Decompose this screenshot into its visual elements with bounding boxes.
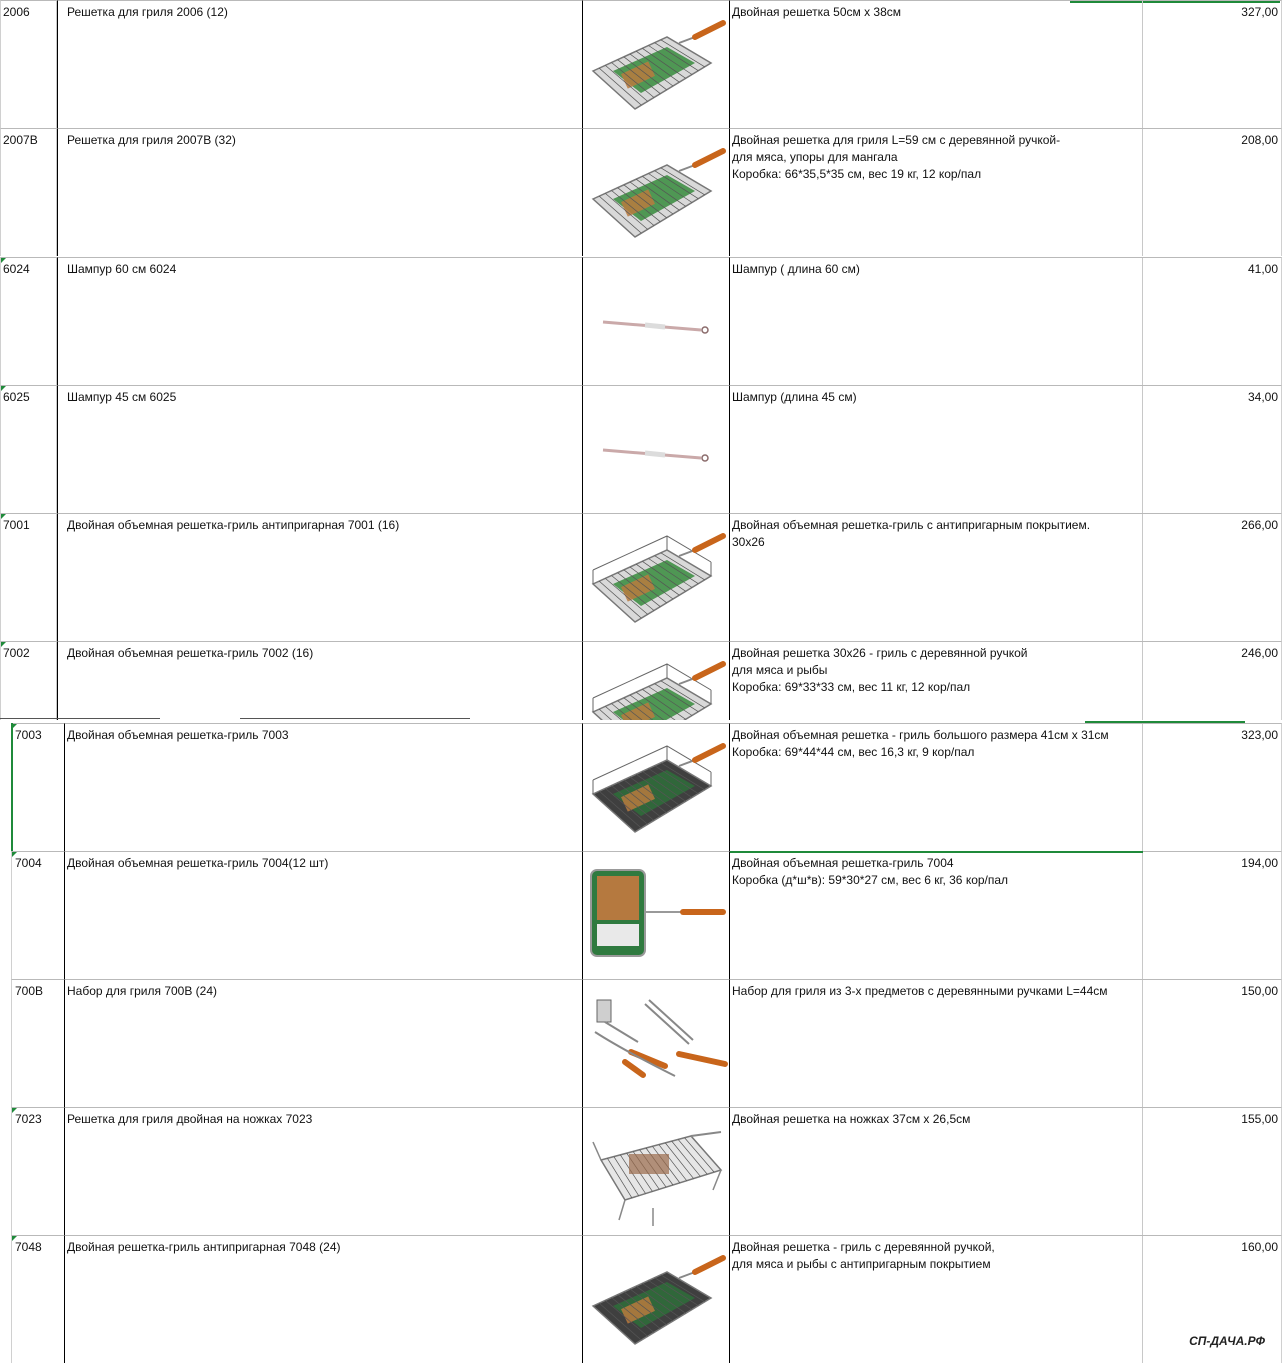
code-text: 2007В — [3, 133, 38, 147]
description-text: Двойная объемная решетка-гриль 7004 Коробка (д*ш*в): 59*30*27 см, вес 6 кг, 36 кор/пал — [732, 856, 1009, 887]
cell-comment-flag — [1, 386, 6, 391]
name-cell[interactable] — [64, 979, 583, 1107]
code-cell[interactable] — [0, 513, 57, 641]
image-cell[interactable] — [582, 0, 730, 128]
name-cell[interactable] — [57, 641, 583, 720]
name-cell[interactable] — [64, 851, 583, 979]
image-cell[interactable] — [582, 257, 730, 385]
code-text: 2006 — [3, 5, 30, 19]
table-row-11 — [0, 1235, 1282, 1363]
table-row-7 — [0, 723, 1282, 851]
image-cell[interactable] — [582, 1235, 730, 1363]
code-text: 7001 — [3, 518, 30, 532]
price-cell[interactable] — [1142, 257, 1282, 385]
nonstick-grill-icon — [583, 1236, 730, 1363]
skewer-icon — [583, 258, 730, 385]
code-cell[interactable] — [0, 128, 57, 256]
description-cell[interactable] — [730, 128, 1143, 256]
code-text: 7002 — [3, 646, 30, 660]
price-text: 246,00 — [1241, 646, 1278, 660]
description-cell[interactable] — [730, 1235, 1143, 1363]
image-cell[interactable] — [582, 723, 730, 851]
table-row-4 — [0, 385, 1282, 513]
split-line-mid — [240, 718, 470, 719]
code-text: 700В — [15, 984, 44, 998]
grill-grate-wood-handle-icon — [583, 129, 730, 256]
table-row-9 — [0, 979, 1282, 1107]
selection-border-left — [11, 723, 13, 851]
table-row-6 — [0, 641, 1282, 720]
code-cell[interactable] — [11, 1107, 65, 1235]
price-text: 208,00 — [1241, 133, 1278, 147]
cell-comment-flag — [12, 852, 17, 857]
name-cell[interactable] — [57, 385, 583, 513]
large-basket-grill-icon — [583, 724, 730, 851]
code-cell[interactable] — [0, 257, 57, 385]
cell-comment-flag — [12, 1108, 17, 1113]
name-cell[interactable] — [57, 0, 583, 128]
basket-grill-icon — [583, 642, 730, 720]
description-text: Набор для гриля из 3-х предметов с деревянными ручками L=44см — [732, 984, 1108, 998]
bbq-tool-set-icon — [583, 980, 730, 1107]
price-cell[interactable] — [1142, 641, 1282, 720]
description-text: Двойная объемная решетка-гриль с антипригарным покрытием. 30х26 — [732, 518, 1091, 549]
watermark: СП-ДАЧА.РФ — [1189, 1334, 1265, 1348]
table-row-3 — [0, 257, 1282, 385]
cell-comment-flag — [1, 514, 6, 519]
description-cell[interactable] — [730, 1107, 1143, 1235]
description-text: Двойная решетка 30х26 - гриль с деревянной ручкой для мяса и рыбы Коробка: 69*33*33 см, вес 11 кг, 12 кор/пал — [732, 646, 1028, 694]
boxed-grill-icon — [583, 852, 730, 979]
price-text: 323,00 — [1241, 728, 1278, 742]
code-text: 6025 — [3, 390, 30, 404]
description-cell[interactable] — [730, 257, 1143, 385]
description-cell[interactable] — [730, 979, 1143, 1107]
description-text: Двойная решетка 50см х 38см — [732, 5, 902, 19]
price-cell[interactable] — [1142, 128, 1282, 256]
name-text: Решетка для гриля 2006 (12) — [67, 5, 228, 19]
code-text: 6024 — [3, 262, 30, 276]
code-cell[interactable] — [0, 641, 57, 720]
table-row-10 — [0, 1107, 1282, 1235]
description-text: Двойная решетка для гриля L=59 см с деревянной ручкой- для мяса, упоры для мангала Коробка: 66*35,5*35 см, вес 19 кг, 12 кор/пал — [732, 133, 1061, 181]
name-cell[interactable] — [64, 723, 583, 851]
price-cell[interactable] — [1142, 1107, 1282, 1235]
table-row-8 — [0, 851, 1282, 979]
price-cell[interactable] — [1142, 385, 1282, 513]
image-cell[interactable] — [582, 385, 730, 513]
description-cell[interactable] — [730, 513, 1143, 641]
grill-on-legs-icon — [583, 1108, 730, 1235]
price-text: 34,00 — [1247, 390, 1278, 404]
description-text: Двойная объемная решетка - гриль большого размера 41см х 31см Коробка: 69*44*44 см, вес 16,3 кг, 9 кор/пал — [732, 728, 1109, 759]
price-text: 266,00 — [1241, 518, 1278, 532]
image-cell[interactable] — [582, 513, 730, 641]
image-cell[interactable] — [582, 128, 730, 256]
price-cell[interactable] — [1142, 513, 1282, 641]
description-text: Двойная решетка на ножках 37см х 26,5см — [732, 1112, 971, 1126]
price-text: 155,00 — [1241, 1112, 1278, 1126]
image-cell[interactable] — [582, 851, 730, 979]
split-line-left — [0, 718, 160, 719]
code-text: 7048 — [15, 1240, 42, 1254]
description-cell[interactable] — [730, 0, 1143, 128]
price-text: 194,00 — [1241, 856, 1278, 870]
name-cell[interactable] — [57, 513, 583, 641]
name-text: Двойная объемная решетка-гриль антипригарная 7001 (16) — [67, 518, 400, 532]
code-cell[interactable] — [11, 851, 65, 979]
table-row-1 — [0, 0, 1282, 128]
code-text: 7004 — [15, 856, 42, 870]
description-cell[interactable] — [730, 851, 1143, 979]
name-cell[interactable] — [57, 257, 583, 385]
name-text: Двойная решетка-гриль антипригарная 7048 (24) — [67, 1240, 341, 1254]
code-text: 7023 — [15, 1112, 42, 1126]
basket-grill-icon — [583, 514, 730, 641]
price-cell[interactable] — [1142, 0, 1282, 128]
name-text: Решетка для гриля 2007В (32) — [67, 133, 236, 147]
price-cell[interactable] — [1142, 979, 1282, 1107]
description-text: Шампур (длина 45 см) — [732, 390, 857, 404]
code-cell[interactable] — [0, 0, 57, 128]
name-text: Шампур 45 см 6025 — [67, 390, 177, 404]
price-cell[interactable] — [1142, 723, 1282, 851]
description-cell[interactable] — [730, 641, 1143, 720]
flat-grill-grate-icon — [583, 1, 730, 128]
code-cell[interactable] — [11, 723, 65, 851]
code-cell[interactable] — [0, 385, 57, 513]
price-text: 150,00 — [1241, 984, 1278, 998]
code-text: 7003 — [15, 728, 42, 742]
name-cell[interactable] — [57, 128, 583, 256]
table-row-2 — [0, 128, 1282, 256]
price-cell[interactable] — [1142, 851, 1282, 979]
cell-comment-flag — [1, 642, 6, 647]
name-text: Решетка для гриля двойная на ножках 7023 — [67, 1112, 313, 1126]
price-text: 327,00 — [1241, 5, 1278, 19]
image-cell[interactable] — [582, 641, 730, 720]
description-cell[interactable] — [730, 723, 1143, 851]
table-row-5 — [0, 513, 1282, 641]
name-text: Шампур 60 см 6024 — [67, 262, 177, 276]
description-text: Шампур ( длина 60 см) — [732, 262, 860, 276]
image-cell[interactable] — [582, 979, 730, 1107]
cell-comment-flag — [1, 258, 6, 263]
cell-comment-flag — [12, 1236, 17, 1241]
name-text: Набор для гриля 700В (24) — [67, 984, 218, 998]
description-text: Двойная решетка - гриль с деревянной ручкой, для мяса и рыбы с антипригарным покрытием — [732, 1240, 995, 1271]
name-text: Двойная объемная решетка-гриль 7004(12 шт) — [67, 856, 329, 870]
code-cell[interactable] — [11, 1235, 65, 1363]
name-cell[interactable] — [64, 1235, 583, 1363]
skewer-icon — [583, 386, 730, 513]
name-cell[interactable] — [64, 1107, 583, 1235]
description-cell[interactable] — [730, 385, 1143, 513]
name-text: Двойная объемная решетка-гриль 7003 — [67, 728, 289, 742]
code-cell[interactable] — [11, 979, 65, 1107]
selection-border-mid — [1085, 721, 1245, 723]
price-text: 160,00 — [1241, 1240, 1278, 1254]
price-text: 41,00 — [1247, 262, 1278, 276]
selection-border-bottom — [730, 851, 1143, 853]
image-cell[interactable] — [582, 1107, 730, 1235]
name-text: Двойная объемная решетка-гриль 7002 (16) — [67, 646, 314, 660]
